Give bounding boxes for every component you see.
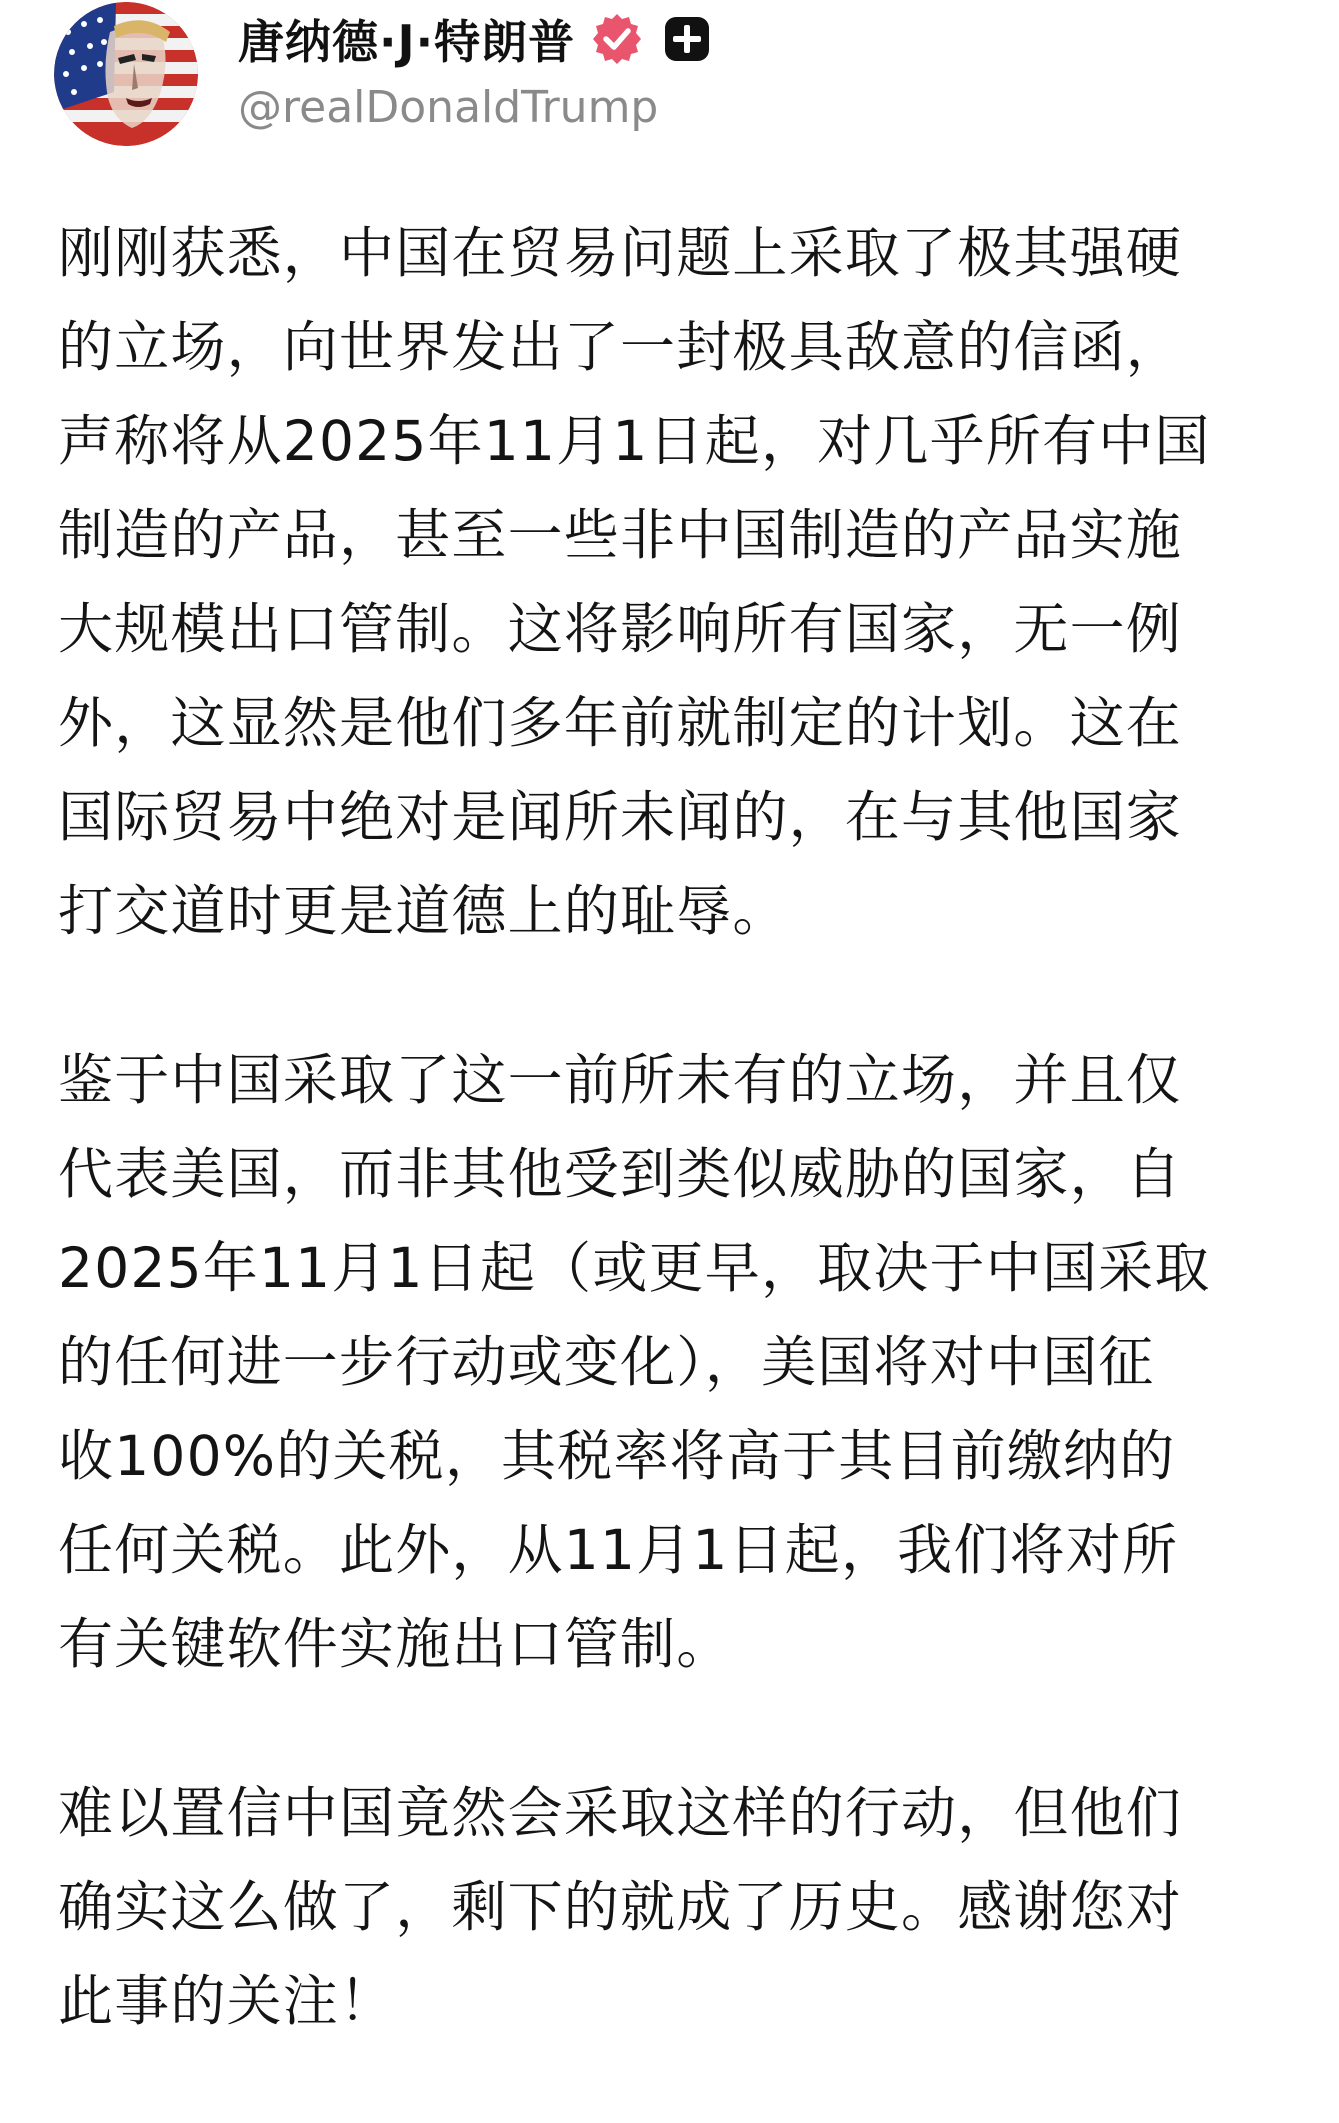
paragraph-line: 打交道时更是道德上的耻辱。 [58, 879, 789, 943]
paragraph-line: 的任何进一步行动或变化），美国将对中国征 [58, 1330, 1155, 1394]
paragraph-line: 的立场，向世界发出了一封极具敌意的信函， [58, 315, 1183, 379]
paragraph-line: 鉴于中国采取了这一前所未有的立场，并且仅 [58, 1048, 1183, 1112]
post-header [54, 0, 1284, 150]
post-paragraph [58, 1766, 1288, 2048]
paragraph-line: 声称将从2025年11月1日起，对几乎所有中国 [58, 409, 1211, 473]
user-handle[interactable]: @realDonaldTrump [238, 82, 659, 133]
paragraph-line: 外，这显然是他们多年前就制定的计划。这在 [58, 691, 1183, 755]
display-name[interactable]: 唐纳德·J·特朗普 [238, 15, 576, 69]
paragraph-line: 确实这么做了，剩下的就成了历史。感谢您对 [58, 1875, 1183, 1939]
paragraph-line: 国际贸易中绝对是闻所未闻的，在与其他国家 [58, 785, 1183, 849]
post-body [58, 206, 1288, 2123]
post-paragraph [58, 206, 1288, 958]
paragraph-line: 刚刚获悉，中国在贸易问题上采取了极其强硬 [58, 221, 1183, 285]
verified-badge-icon [589, 11, 645, 67]
paragraph-line: 大规模出口管制。这将影响所有国家，无一例 [58, 597, 1183, 661]
author-block [238, 4, 711, 133]
paragraph-line: 代表美国，而非其他受到类似威胁的国家，自 [58, 1142, 1183, 1206]
post-paragraph [58, 1033, 1288, 1691]
paragraph-line: 此事的关注！ [58, 1969, 396, 2033]
paragraph-line: 收100%的关税，其税率将高于其目前缴纳的 [58, 1424, 1176, 1488]
paragraph-line: 制造的产品，甚至一些非中国制造的产品实施 [58, 503, 1183, 567]
paragraph-line: 难以置信中国竟然会采取这样的行动，但他们 [58, 1781, 1183, 1845]
paragraph-line: 有关键软件实施出口管制。 [58, 1612, 733, 1676]
paragraph-line: 任何关税。此外，从11月1日起，我们将对所 [58, 1518, 1179, 1582]
avatar[interactable] [54, 2, 198, 146]
paragraph-line: 2025年11月1日起（或更早，取决于中国采取 [58, 1236, 1211, 1300]
avatar-portrait-icon [54, 2, 198, 146]
plus-square-icon[interactable] [663, 15, 711, 63]
name-row [238, 4, 711, 74]
